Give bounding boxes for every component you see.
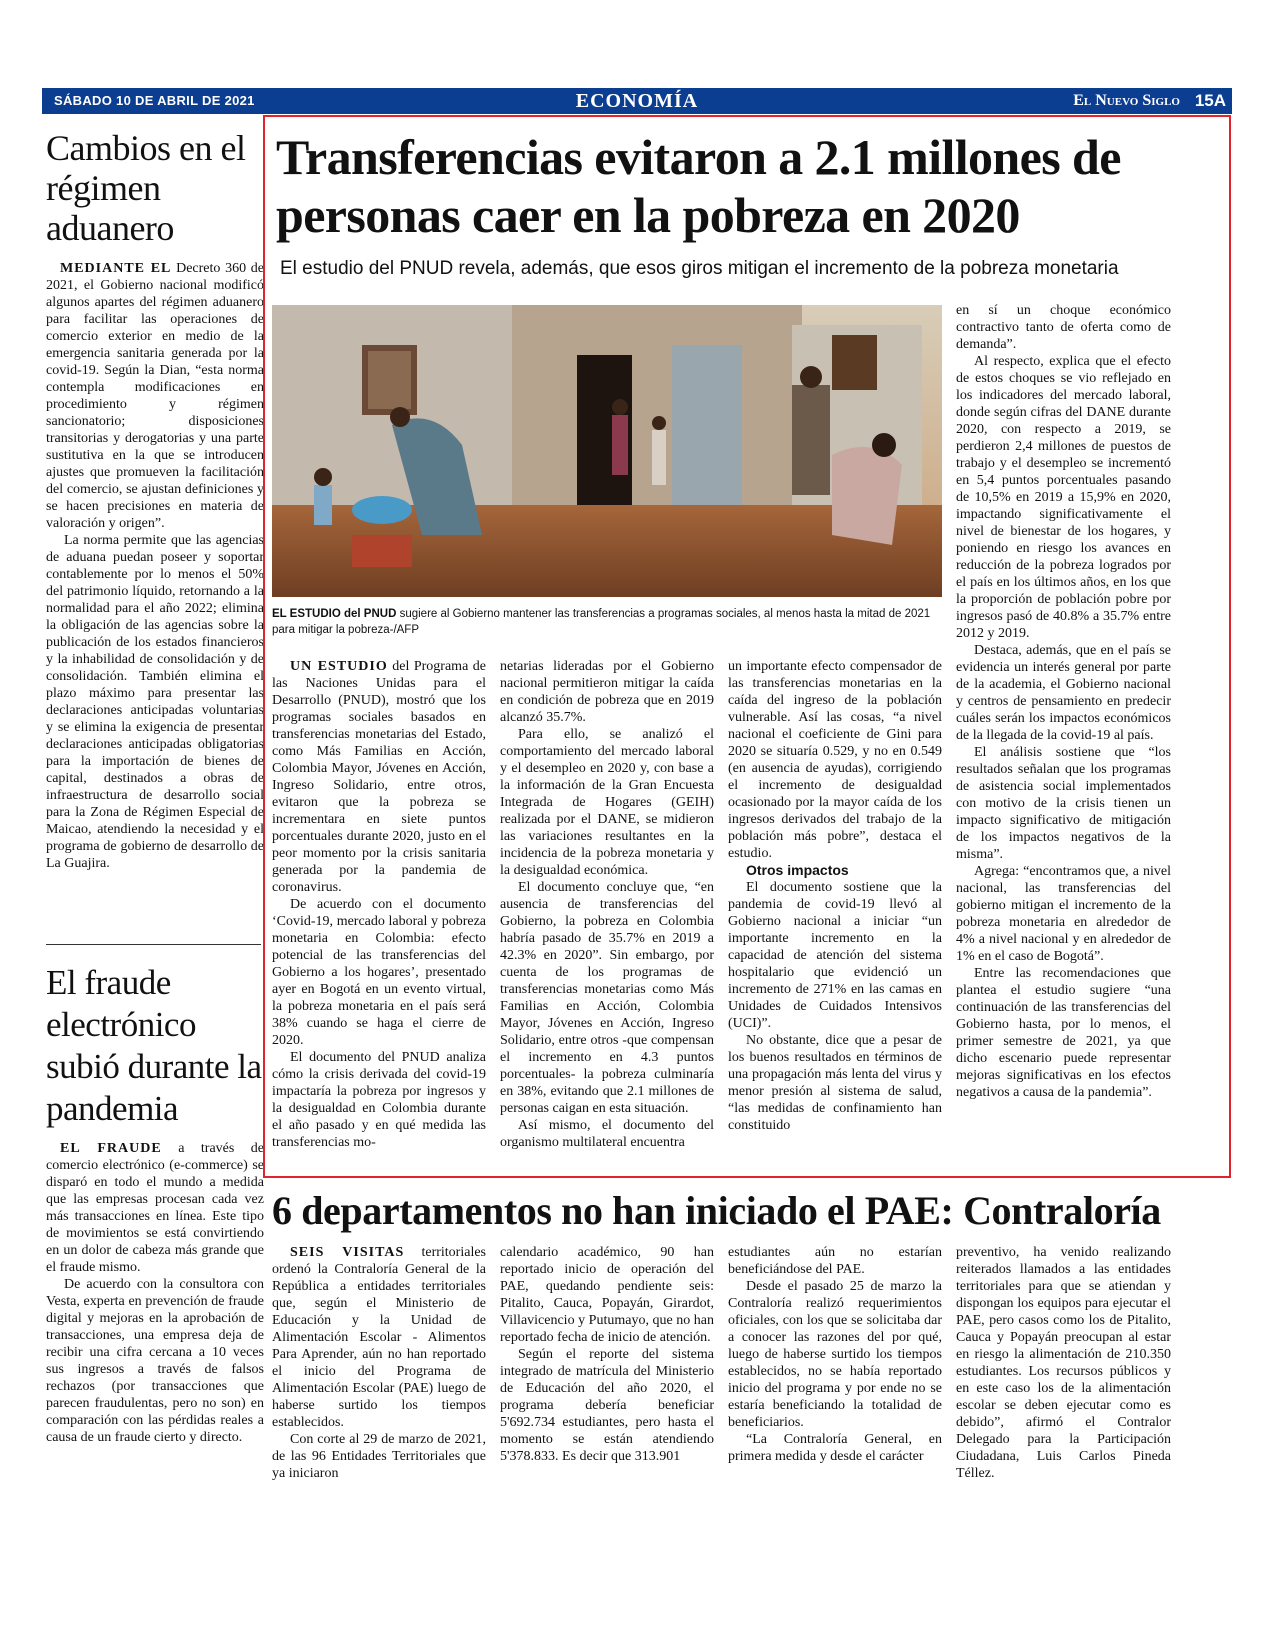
main-column-2: [500, 658, 714, 1151]
paragraph: netarias lideradas por el Gobierno nacional permitieron mitigar la caída en condición de pobreza que en 2019 alcanzó 35.7%.: [500, 659, 714, 725]
main-headline: Transferencias evitaron a 2.1 millones de personas caer en la pobreza en 2020: [276, 129, 1121, 243]
caption-lead: EL ESTUDIO del PNUD: [272, 608, 397, 620]
subheading: Otros impactos: [746, 862, 849, 878]
paragraph: El documento del PNUD analiza cómo la crisis derivada del covid-19 impactaría la pobreza por ingresos y la desigualdad en Colombia durante el año pasado y en qué medida las transferencias mo-: [272, 1050, 486, 1150]
photo-illustration: [272, 305, 942, 597]
lead-in: UN ESTUDIO: [290, 659, 388, 674]
paragraph: Desde el pasado 25 de marzo la Contraloría realizó requerimientos oficiales, con los que se solicitaba dar a conocer las razones del por qué, luego de haberse surtido los tiempos establecidos, no se había reportado inicio del programa y por ende no se estaría beneficiando la totalidad de beneficiarios.: [728, 1279, 942, 1430]
side-article-headline: El fraude electrónico subió durante la pandemia: [46, 963, 262, 1128]
masthead-bar: [42, 88, 1232, 114]
side-article-body: [46, 1140, 264, 1446]
paragraph: El análisis sostiene que “los resultados señalan que los programas de asistencia social implementados con motivo de la crisis tienen un impacto significativo de mitigación de los impactos negativos de la misma”.: [956, 745, 1171, 862]
article-photo: [272, 305, 942, 597]
paragraph: Según el reporte del sistema integrado de matrícula del Ministerio de Educación del año 2020, el programa debería beneficiar 5'692.734 estudiantes, pero hasta el momento se están atendiendo 5'378.833. Es decir que 313.901: [500, 1347, 714, 1464]
pae-column-1: [272, 1244, 486, 1482]
main-column-3: [728, 658, 942, 1134]
paragraph: Al respecto, explica que el efecto de estos choques se vio reflejado en los indicadores del mercado laboral, donde según cifras del DANE durante 2020, con respecto a 2019, se perdieron 2,4 millones de puestos de trabajo y el desempleo se incrementó en 5,4 puntos porcentuales pasando de 10,5% en 2019 a 15,9% en 2020, impactando significativamente el nivel de bienestar de los hogares, y poniendo en riesgo los avances en reducción de la pobreza logrados por el país en los últimos años, en los que la proporción de población pobre por ingresos pasó de 40.8% a 35.7% entre 2012 y 2019.: [956, 354, 1171, 641]
page-number: 15A: [1194, 91, 1226, 110]
side-article-headline: Cambios en el régimen aduanero: [46, 128, 246, 248]
lead-in: EL FRAUDE: [60, 1141, 162, 1156]
paragraph: De acuerdo con la consultora con Vesta, experta en prevención de fraude digital y mejoras en la aprobación de transacciones, una empresa deja de recibir una cifra cercana a 10 veces sus ingresos a través de falsos rechazos (por transacciones que parecen fraudulentas, pero no son) en comparación con las pérdidas reales a causa de un fraude cierto y directo.: [46, 1277, 264, 1445]
section-title: ECONOMÍA: [575, 90, 699, 112]
paragraph: territoriales ordenó la Contraloría General de la República a entidades territoriales que, según el Ministerio de Educación y la Unidad de Alimentación Escolar - Alimentos Para Aprender, aún no han reportado el inicio del Programa de Alimentación Escolar (PAE) luego de haberse surtido los tiempos establecidos.: [272, 1245, 486, 1430]
paragraph: “La Contraloría General, en primera medida y desde el carácter: [728, 1432, 942, 1464]
paragraph: en sí un choque económico contractivo tanto de oferta como de demanda”.: [956, 303, 1171, 352]
side-article-body: [46, 260, 264, 872]
lead-in: MEDIANTE EL: [60, 261, 172, 276]
paragraph: estudiantes aún no estarían beneficiándose del PAE.: [728, 1245, 942, 1277]
photo-caption: [272, 606, 942, 638]
paragraph: No obstante, dice que a pesar de los buenos resultados en términos de una propagación más lenta del virus y menor presión al sistema de salud, “las medidas de confinamiento han constituido: [728, 1033, 942, 1133]
side-article-fraud: [46, 962, 264, 1446]
paragraph: un importante efecto compensador de las transferencias monetarias en la caída del ingreso de la población vulnerable. Así las cosas, “a nivel nacional el coeficiente de Gini para 2020 se situaría 0.529, y no en 0.549 (en ausencia de ayudas), corrigiendo el incremento de desigualdad ocasionado por la mayor caída de los ingresos derivados del trabajo de la población más pobre”, destaca el estudio.: [728, 659, 942, 861]
paragraph: De acuerdo con el documento ‘Covid-19, mercado laboral y pobreza monetaria en Colombia: efecto potencial de las transferencias del Gobierno a los hogares’, presentado ayer en Bogotá en un evento virtual, la pobreza monetaria en el país será 38% cuando se haga el cierre de 2020.: [272, 897, 486, 1048]
main-deck: El estudio del PNUD revela, además, que esos giros mitigan el incremento de la pobreza monetaria: [280, 258, 1119, 279]
caption-text: sugiere al Gobierno mantener las transferencias a programas sociales, al menos hasta la mitad de 2021 para mitigar la pobreza-/AFP: [272, 608, 931, 636]
paragraph: del Programa de las Naciones Unidas para el Desarrollo (PNUD), mostró que los programas sociales basados en transferencias monetarias del Estado, como Más Familias en Acción, Colombia Mayor, Jóvenes en Acción, Ingreso Solidario, entre otros, evitaron que la pobreza se incrementara en siete puntos porcentuales durante 2020, justo en el peor momento por la crisis sanitaria generada por la pandemia de coronavirus.: [272, 659, 486, 895]
paragraph: preventivo, ha venido realizando reiterados llamados a las entidades territoriales para que se atiendan y dispongan los equipos para ejecutar el PAE, pero casos como los de Pitalito, Cauca y Popayán preocupan al estar en riesgo la alimentación de 210.350 estudiantes. Los recursos públicos y en este caso los de la alimentación escolar se deben ejecutar como es debido”, afirmó el Contralor Delegado para la Participación Ciudadana, Luis Carlos Pineda Téllez.: [956, 1245, 1171, 1481]
paragraph: Entre las recomendaciones que plantea el estudio sugiere “una continuación de las transferencias del Gobierno hasta, por lo menos, el primer semestre de 2021, ya que dicho escenario puede representar mejoras significativas en los efectos negativos a causa de la pandemia”.: [956, 966, 1171, 1100]
pae-headline: 6 departamentos no han iniciado el PAE: Contraloría: [272, 1188, 1161, 1233]
paragraph: a través de comercio electrónico (e-commerce) se disparó en todo el mundo a medida que las empresas procesan cada vez más transacciones en línea. Este tipo de movimientos se está convirtiendo en un dolor de cabeza más grande que el fraude mismo.: [46, 1141, 265, 1275]
pae-column-2: [500, 1244, 714, 1465]
paragraph: Agrega: “encontramos que, a nivel nacional, las transferencias del gobierno mitigan el incremento de la pobreza monetaria en alrededor de 4% a nivel nacional y en alrededor de 1% en el caso de Bogotá”.: [956, 864, 1171, 964]
paragraph: La norma permite que las agencias de aduana puedan poseer y soportar contablemente por lo menos el 50% del patrimonio líquido, retornando a la normalidad para el año 2022; elimina la obligación de las agencias sobre la publicación de los estados financieros y la inhabilidad de consolidación y de consolidación. También elimina el plazo máximo para presentar las declaraciones anticipadas voluntarias y se elimina la exigencia de presentar declaraciones anticipadas obligatorias para la importación de bienes de capital, destinados a obras de infraestructura de desarrollo social para la Zona de Régimen Especial de Maicao, atendiendo la necesidad y el programa de gobierno de desarrollo de La Guajira.: [46, 533, 264, 871]
main-column-4: [956, 302, 1171, 1101]
paragraph: El documento concluye que, “en ausencia de transferencias del Gobierno, la pobreza en Colombia habría pasado de 35.7% en 2019 a 42.3% en 2020”. Sin embargo, por cuenta de los programas de transferencias monetarias como Más Familias en Acción, Colombia Mayor, Jóvenes en Acción, Ingreso Solidario, entre otros -que compensan el incremento en 4.3 puntos porcentuales- la pobreza culminaría en 38%, evitando que 2.1 millones de personas caigan en esta situación.: [500, 880, 714, 1116]
divider: [46, 944, 261, 945]
paragraph: Así mismo, el documento del organismo multilateral encuentra: [500, 1118, 714, 1150]
side-article-customs: [46, 128, 264, 872]
paragraph: Destaca, además, que en el país se evidencia un interés general por parte de la academia, el Gobierno nacional y centros de pensamiento en predecir cuáles serán los impactos económicos de la llegada de la covid-19 al país.: [956, 643, 1171, 743]
main-column-1: [272, 658, 486, 1151]
issue-date: SÁBADO 10 DE ABRIL DE 2021: [54, 93, 255, 108]
paragraph: Con corte al 29 de marzo de 2021, de las 96 Entidades Territoriales que ya iniciaron: [272, 1432, 486, 1481]
lead-in: SEIS VISITAS: [290, 1245, 405, 1260]
paragraph: Decreto 360 de 2021, el Gobierno nacional modificó algunos apartes del régimen aduanero para facilitar las operaciones de comercio exterior en medio de la emergencia sanitaria generada por la covid-19. Según la Dian, “esta norma contempla modificaciones en procedimiento y régimen sancionatorio; disposiciones transitorias y derogatorias y una parte sustitutiva en la que se introducen ajustes que promueven la facilitación del comercio, se ajustan definiciones y se hacen precisiones en materia de valoración y origen”.: [46, 261, 264, 531]
pae-column-4: [956, 1244, 1171, 1482]
paragraph: calendario académico, 90 han reportado inicio de operación del PAE, quedando pendiente seis: Pitalito, Cauca, Popayán, Girardot, Villavicencio y Putumayo, que no han reportado fecha de inicio de atención.: [500, 1245, 714, 1345]
newspaper-name: El Nuevo Siglo: [1073, 92, 1180, 109]
paragraph: El documento sostiene que la pandemia de covid-19 llevó al Gobierno nacional a iniciar “un importante incremento en la capacidad de atención del sistema hospitalario que evidenció un incremento de 271% en las camas en Unidades de Cuidados Intensivos (UCI)”.: [728, 880, 942, 1031]
paragraph: Para ello, se analizó el comportamiento del mercado laboral y el desempleo en 2020 y, con base a la información de la Gran Encuesta Integrada de Hogares (GEIH) realizada por el DANE, se midieron las variaciones resultantes en la incidencia de la pobreza monetaria y la desigualdad económica.: [500, 727, 714, 878]
pae-column-3: [728, 1244, 942, 1465]
